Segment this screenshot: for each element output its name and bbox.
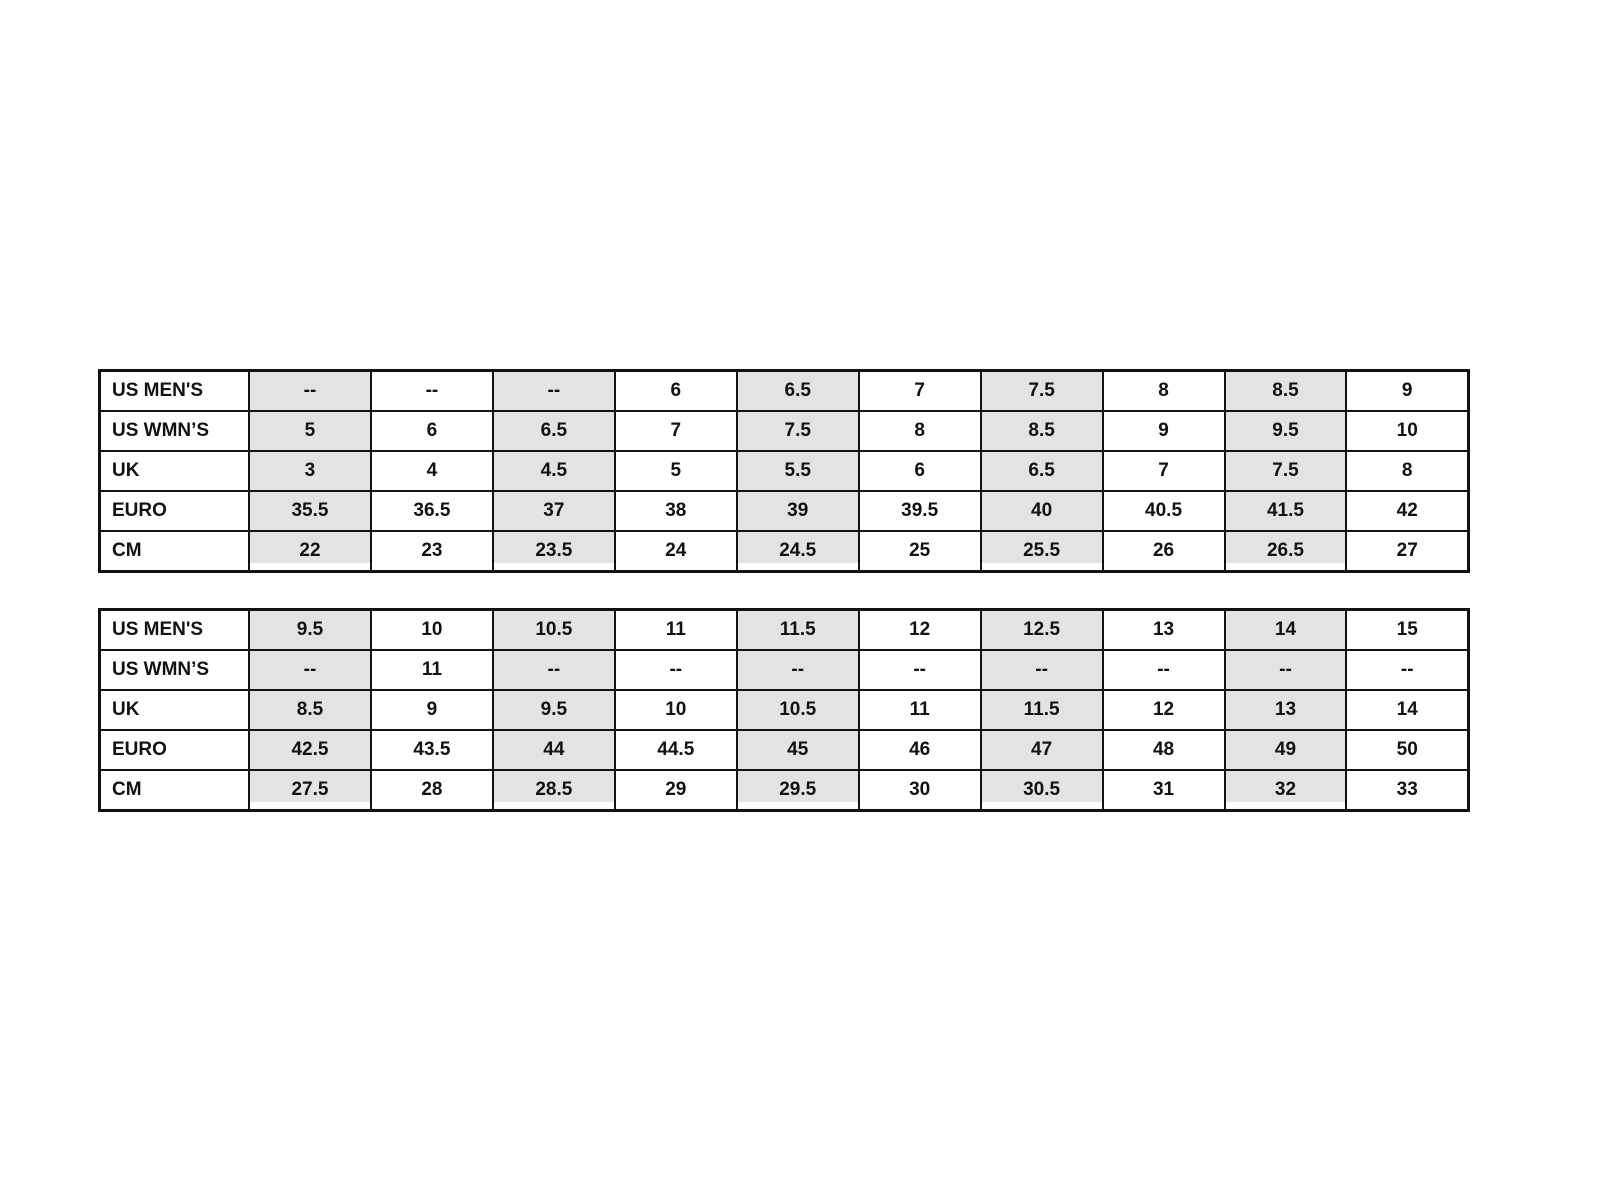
size-value-cell: 44 bbox=[493, 730, 615, 770]
size-value-cell: 12 bbox=[1103, 690, 1225, 730]
row-label-cell: EURO bbox=[100, 491, 250, 531]
size-value-cell: -- bbox=[1225, 650, 1347, 690]
size-value-cell: -- bbox=[859, 650, 981, 690]
size-value-cell: 10 bbox=[1346, 411, 1468, 451]
size-value-cell: 27 bbox=[1346, 531, 1468, 572]
size-value-cell: 46 bbox=[859, 730, 981, 770]
size-value-cell: 10 bbox=[371, 610, 493, 651]
table-row bbox=[100, 491, 1469, 531]
size-chart-part-1 bbox=[98, 369, 1470, 573]
row-label-cell: US WMN’S bbox=[100, 650, 250, 690]
size-value-cell: 14 bbox=[1225, 610, 1347, 651]
table-row bbox=[100, 451, 1469, 491]
size-value-cell: 36.5 bbox=[371, 491, 493, 531]
size-value-cell: 9 bbox=[1346, 371, 1468, 412]
size-value-cell: 4 bbox=[371, 451, 493, 491]
size-value-cell: 29 bbox=[615, 770, 737, 811]
size-value-cell: 47 bbox=[981, 730, 1103, 770]
size-value-cell: 22 bbox=[249, 531, 371, 572]
row-label-cell: US WMN’S bbox=[100, 411, 250, 451]
row-label-cell: US MEN'S bbox=[100, 610, 250, 651]
size-value-cell: 26.5 bbox=[1225, 531, 1347, 572]
size-value-cell: 9.5 bbox=[1225, 411, 1347, 451]
size-value-cell: 6.5 bbox=[981, 451, 1103, 491]
size-value-cell: 30.5 bbox=[981, 770, 1103, 811]
size-value-cell: 3 bbox=[249, 451, 371, 491]
size-value-cell: 43.5 bbox=[371, 730, 493, 770]
size-value-cell: 45 bbox=[737, 730, 859, 770]
row-label-cell: EURO bbox=[100, 730, 250, 770]
size-value-cell: 8 bbox=[1103, 371, 1225, 412]
size-value-cell: 8.5 bbox=[981, 411, 1103, 451]
table-row bbox=[100, 650, 1469, 690]
row-label-cell: CM bbox=[100, 770, 250, 811]
size-value-cell: 41.5 bbox=[1225, 491, 1347, 531]
size-value-cell: 5.5 bbox=[737, 451, 859, 491]
size-value-cell: -- bbox=[249, 371, 371, 412]
size-value-cell: 6.5 bbox=[737, 371, 859, 412]
size-value-cell: 6 bbox=[859, 451, 981, 491]
size-value-cell: 33 bbox=[1346, 770, 1468, 811]
size-value-cell: 25 bbox=[859, 531, 981, 572]
row-label-cell: UK bbox=[100, 451, 250, 491]
size-value-cell: -- bbox=[1103, 650, 1225, 690]
size-value-cell: 23.5 bbox=[493, 531, 615, 572]
size-value-cell: 25.5 bbox=[981, 531, 1103, 572]
size-value-cell: 7 bbox=[1103, 451, 1225, 491]
size-value-cell: 28 bbox=[371, 770, 493, 811]
size-chart-part-2 bbox=[98, 608, 1470, 812]
table-row bbox=[100, 531, 1469, 572]
size-value-cell: 9.5 bbox=[249, 610, 371, 651]
size-value-cell: 8 bbox=[859, 411, 981, 451]
size-value-cell: 49 bbox=[1225, 730, 1347, 770]
shoe-size-conversion-charts bbox=[98, 369, 1470, 812]
size-value-cell: 11 bbox=[615, 610, 737, 651]
size-value-cell: 11 bbox=[371, 650, 493, 690]
size-value-cell: 38 bbox=[615, 491, 737, 531]
size-value-cell: 10.5 bbox=[493, 610, 615, 651]
size-value-cell: 30 bbox=[859, 770, 981, 811]
size-value-cell: 6 bbox=[615, 371, 737, 412]
table-row bbox=[100, 770, 1469, 811]
size-value-cell: 7.5 bbox=[737, 411, 859, 451]
size-value-cell: 32 bbox=[1225, 770, 1347, 811]
size-value-cell: 7.5 bbox=[1225, 451, 1347, 491]
size-value-cell: 31 bbox=[1103, 770, 1225, 811]
size-value-cell: 9 bbox=[1103, 411, 1225, 451]
size-value-cell: -- bbox=[371, 371, 493, 412]
size-value-cell: 48 bbox=[1103, 730, 1225, 770]
size-value-cell: 29.5 bbox=[737, 770, 859, 811]
size-value-cell: 42 bbox=[1346, 491, 1468, 531]
size-value-cell: 6.5 bbox=[493, 411, 615, 451]
size-value-cell: 4.5 bbox=[493, 451, 615, 491]
size-value-cell: -- bbox=[615, 650, 737, 690]
size-value-cell: -- bbox=[493, 650, 615, 690]
table-row bbox=[100, 610, 1469, 651]
size-value-cell: -- bbox=[981, 650, 1103, 690]
size-value-cell: 39 bbox=[737, 491, 859, 531]
size-value-cell: 10.5 bbox=[737, 690, 859, 730]
size-value-cell: 7 bbox=[859, 371, 981, 412]
size-value-cell: 12.5 bbox=[981, 610, 1103, 651]
row-label-cell: US MEN'S bbox=[100, 371, 250, 412]
size-value-cell: 27.5 bbox=[249, 770, 371, 811]
size-value-cell: 44.5 bbox=[615, 730, 737, 770]
size-value-cell: 6 bbox=[371, 411, 493, 451]
size-value-cell: 15 bbox=[1346, 610, 1468, 651]
table-row bbox=[100, 371, 1469, 412]
size-value-cell: 40.5 bbox=[1103, 491, 1225, 531]
size-value-cell: 8.5 bbox=[1225, 371, 1347, 412]
size-value-cell: 9.5 bbox=[493, 690, 615, 730]
size-value-cell: -- bbox=[493, 371, 615, 412]
size-value-cell: 26 bbox=[1103, 531, 1225, 572]
table-row bbox=[100, 690, 1469, 730]
size-value-cell: 8.5 bbox=[249, 690, 371, 730]
size-value-cell: 42.5 bbox=[249, 730, 371, 770]
size-value-cell: 10 bbox=[615, 690, 737, 730]
size-value-cell: 9 bbox=[371, 690, 493, 730]
row-label-cell: CM bbox=[100, 531, 250, 572]
size-value-cell: -- bbox=[737, 650, 859, 690]
table-row bbox=[100, 411, 1469, 451]
size-value-cell: 13 bbox=[1225, 690, 1347, 730]
size-value-cell: 7 bbox=[615, 411, 737, 451]
size-value-cell: 37 bbox=[493, 491, 615, 531]
size-value-cell: 8 bbox=[1346, 451, 1468, 491]
size-value-cell: 7.5 bbox=[981, 371, 1103, 412]
size-value-cell: 12 bbox=[859, 610, 981, 651]
size-value-cell: 11 bbox=[859, 690, 981, 730]
size-value-cell: 5 bbox=[249, 411, 371, 451]
table-row bbox=[100, 730, 1469, 770]
size-value-cell: 39.5 bbox=[859, 491, 981, 531]
size-value-cell: 24.5 bbox=[737, 531, 859, 572]
size-value-cell: 24 bbox=[615, 531, 737, 572]
size-value-cell: 28.5 bbox=[493, 770, 615, 811]
size-value-cell: 50 bbox=[1346, 730, 1468, 770]
size-value-cell: -- bbox=[249, 650, 371, 690]
row-label-cell: UK bbox=[100, 690, 250, 730]
size-value-cell: 14 bbox=[1346, 690, 1468, 730]
size-value-cell: 5 bbox=[615, 451, 737, 491]
size-value-cell: 40 bbox=[981, 491, 1103, 531]
size-value-cell: -- bbox=[1346, 650, 1468, 690]
size-value-cell: 35.5 bbox=[249, 491, 371, 531]
size-value-cell: 11.5 bbox=[981, 690, 1103, 730]
size-value-cell: 23 bbox=[371, 531, 493, 572]
size-value-cell: 11.5 bbox=[737, 610, 859, 651]
size-value-cell: 13 bbox=[1103, 610, 1225, 651]
